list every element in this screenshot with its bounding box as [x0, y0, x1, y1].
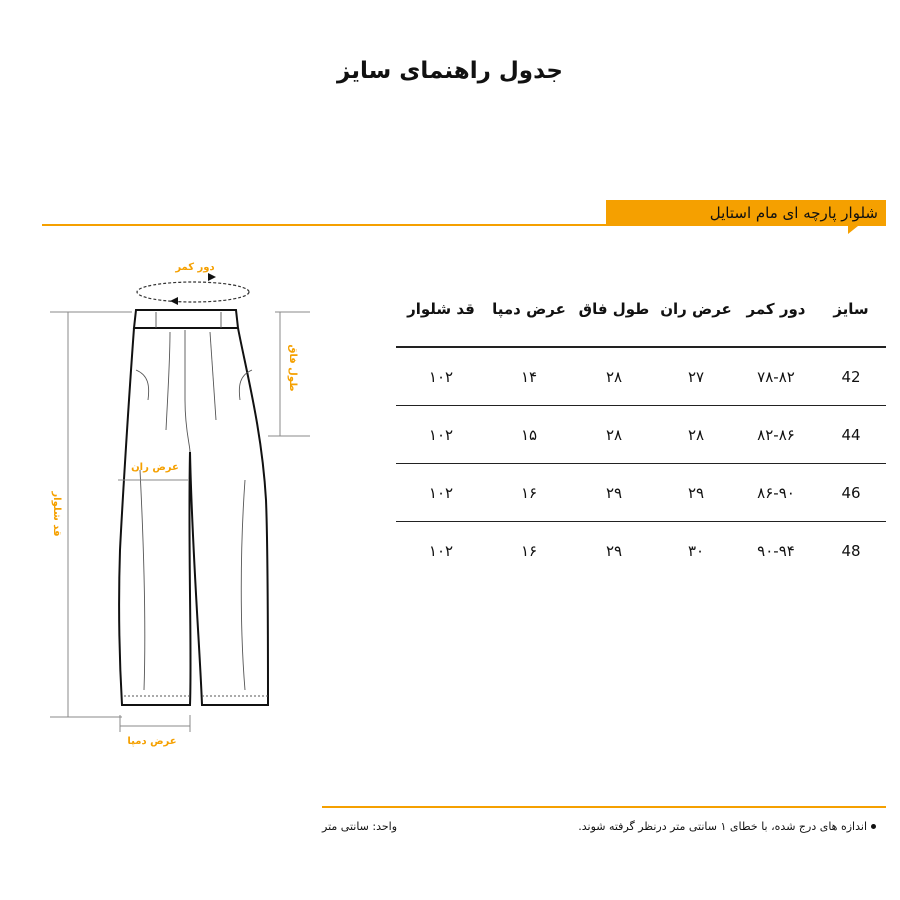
footer-divider	[322, 806, 886, 808]
table-row	[396, 405, 886, 463]
hem-label: عرض دمپا	[127, 736, 177, 747]
product-name-tag: شلوار پارچه ای مام استایل	[606, 200, 886, 226]
cell-rise: ۲۹	[605, 541, 623, 560]
cell-length: ۱۰۲	[428, 541, 454, 560]
cell-length: ۱۰۲	[428, 425, 454, 444]
unit-label: واحد: سانتی متر	[322, 820, 398, 833]
cell-waist: ۷۸-۸۲	[757, 367, 795, 386]
bullet-icon	[871, 824, 876, 829]
cell-hem: ۱۴	[520, 367, 538, 386]
cell-thigh: ۲۷	[687, 367, 705, 386]
cell-rise: ۲۸	[605, 367, 623, 386]
tag-notch	[848, 226, 858, 234]
cell-length: ۱۰۲	[428, 483, 454, 502]
header-thigh: عرض ران	[660, 300, 732, 318]
cell-hem: ۱۵	[520, 425, 538, 444]
cell-hem: ۱۶	[520, 483, 538, 502]
table-row	[396, 346, 886, 405]
waist-label: دور کمر	[175, 262, 215, 273]
header-hem: عرض دمپا	[492, 300, 566, 318]
footer-note	[578, 820, 876, 833]
header-divider	[42, 224, 606, 226]
header-waist: دور کمر	[746, 300, 806, 318]
footer-note-text: اندازه های درج شده، با خطای ۱ سانتی متر درنظر گرفته شوند.	[578, 820, 867, 833]
cell-thigh: ۳۰	[687, 541, 705, 560]
cell-size: 42	[841, 367, 861, 386]
cell-thigh: ۲۸	[687, 425, 705, 444]
cell-waist: ۸۲-۸۶	[757, 425, 795, 444]
trousers-diagram	[40, 250, 310, 760]
cell-rise: ۲۸	[605, 425, 623, 444]
page-title: جدول راهنمای سایز	[337, 58, 563, 84]
header-length: قد شلوار	[407, 300, 475, 318]
header-size: سایز	[833, 300, 869, 318]
cell-size: 44	[841, 425, 861, 444]
cell-waist: ۸۶-۹۰	[757, 483, 795, 502]
header-rise: طول فاق	[578, 300, 650, 318]
cell-size: 48	[841, 541, 861, 560]
rise-label: طول فاق	[287, 344, 298, 392]
size-table	[396, 300, 886, 579]
table-row	[396, 463, 886, 521]
cell-size: 46	[841, 483, 861, 502]
thigh-label: عرض ران	[131, 462, 179, 473]
length-label: قد شلوار	[51, 491, 62, 537]
table-row	[396, 521, 886, 579]
cell-waist: ۹۰-۹۴	[757, 541, 795, 560]
table-header-row	[396, 300, 886, 346]
cell-hem: ۱۶	[520, 541, 538, 560]
waist-measure	[137, 273, 249, 305]
hem-measure	[120, 715, 190, 732]
cell-length: ۱۰۲	[428, 367, 454, 386]
cell-thigh: ۲۹	[687, 483, 705, 502]
cell-rise: ۲۹	[605, 483, 623, 502]
